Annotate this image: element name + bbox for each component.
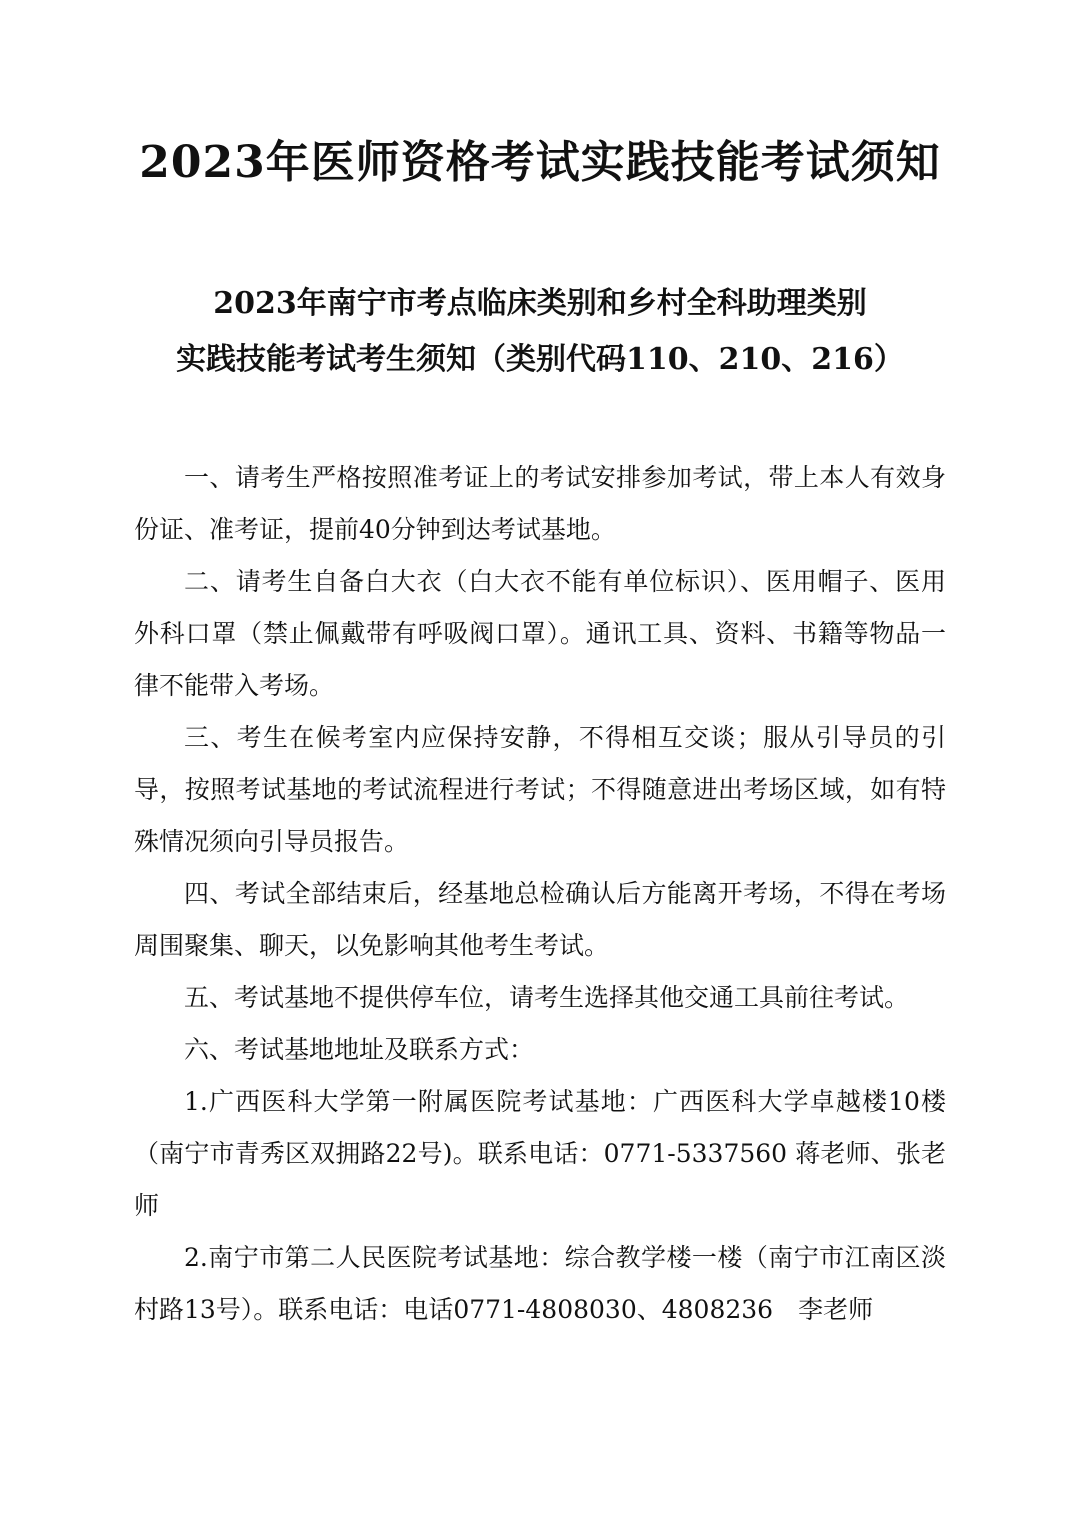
notice-item-2: 二、请考生自备白大衣（白大衣不能有单位标识）、医用帽子、医用外科口罩（禁止佩戴带有呼吸阀口罩）。通讯工具、资料、书籍等物品一律不能带入考场。 [134,567,946,700]
main-title: 2023年医师资格考试实践技能考试须知 [139,137,941,188]
sub-title-line-2: 实践技能考试考生须知（类别代码110、210、216） [176,342,904,377]
sub-title-line-1: 2023年南宁市考点临床类别和乡村全科助理类别 [213,286,867,321]
notice-item-5: 五、考试基地不提供停车位，请考生选择其他交通工具前往考试。 [184,983,910,1012]
notice-item-6: 六、考试基地地址及联系方式： [184,1035,535,1064]
notice-item-1: 一、请考生严格按照准考证上的考试安排参加考试，带上本人有效身份证、准考证，提前40分钟到达考试基地。 [134,463,946,544]
notice-item-4: 四、考试全部结束后，经基地总检确认后方能离开考场，不得在考场周围聚集、聊天，以免影响其他考生考试。 [134,879,946,960]
exam-site-1: 1.广西医科大学第一附属医院考试基地：广西医科大学卓越楼10楼（南宁市青秀区双拥路22号)。联系电话：0771-5337560 蒋老师、张老师 [134,1087,946,1220]
exam-site-2: 2.南宁市第二人民医院考试基地：综合教学楼一楼（南宁市江南区淡村路13号）。联系电话：电话0771-4808030、4808236 李老师 [134,1243,946,1324]
notice-item-3: 三、考生在候考室内应保持安静，不得相互交谈；服从引导员的引导，按照考试基地的考试流程进行考试；不得随意进出考场区域，如有特殊情况须向引导员报告。 [134,723,946,856]
notice-body [134,452,946,1336]
sub-title [0,276,1080,388]
